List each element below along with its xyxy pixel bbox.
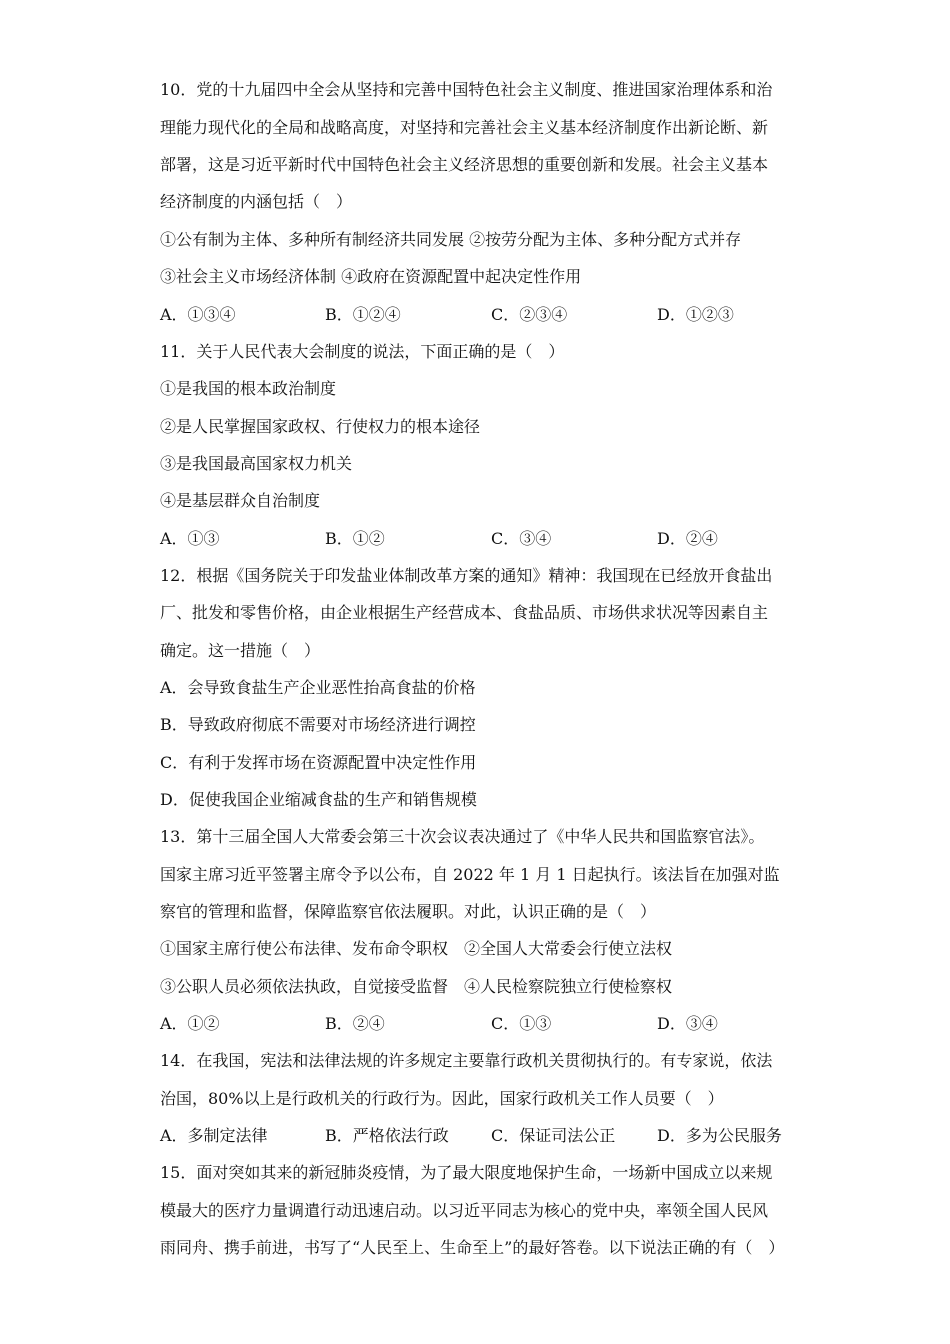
q12-option-a: A．会导致食盐生产企业恶性抬高食盐的价格: [160, 678, 476, 697]
q13-statement-1: ①国家主席行使公布法律、发布命令职权 ②全国人大常委会行使立法权: [160, 939, 673, 958]
q13-statement-2: ③公职人员必须依法执政，自觉接受监督 ④人民检察院独立行使检察权: [160, 977, 673, 996]
q12-stem-line-1: 12．根据《国务院关于印发盐业体制改革方案的通知》精神：我国现在已经放开食盐出: [160, 566, 773, 585]
q15-stem-line-2: 模最大的医疗力量调遣行动迅速启动。以习近平同志为核心的党中央，率领全国人民风: [160, 1201, 769, 1220]
q13-stem-line-2: 国家主席习近平签署主席令予以公布，自 2022 年 1 月 1 日起执行。该法旨在加强对监: [160, 865, 780, 884]
q13-option-b: B．②④: [325, 1014, 385, 1033]
q12-stem-line-2: 厂、批发和零售价格，由企业根据生产经营成本、食盐品质、市场供求状况等因素自主: [160, 603, 769, 622]
q12-option-d: D．促使我国企业缩减食盐的生产和销售规模: [160, 790, 477, 809]
q15-stem-line-1: 15．面对突如其来的新冠肺炎疫情，为了最大限度地保护生命，一场新中国成立以来规: [160, 1163, 773, 1182]
q14-stem-line-1: 14．在我国，宪法和法律法规的许多规定主要靠行政机关贯彻执行的。有专家说，依法: [160, 1051, 773, 1070]
q10-stem-line-1: 10．党的十九届四中全会从坚持和完善中国特色社会主义制度、推进国家治理体系和治: [160, 80, 773, 99]
q10-statement-1: ①公有制为主体、多种所有制经济共同发展 ②按劳分配为主体、多种分配方式并存: [160, 230, 742, 249]
q11-option-d: D．②④: [657, 529, 718, 548]
q15-stem-line-3: 雨同舟、携手前进，书写了“人民至上、生命至上”的最好答卷。以下说法正确的有（ ）: [160, 1238, 785, 1257]
q11-option-b: B．①②: [325, 529, 385, 548]
q12-stem-line-3: 确定。这一措施（ ）: [160, 641, 321, 660]
q10-option-b: B．①②④: [325, 305, 401, 324]
q13-option-c: C．①③: [491, 1014, 552, 1033]
q11-statement-1: ①是我国的根本政治制度: [160, 379, 337, 398]
q10-stem-line-2: 理能力现代化的全局和战略高度，对坚持和完善社会主义基本经济制度作出新论断、新: [160, 118, 769, 137]
q14-stem-line-2: 治国，80%以上是行政机关的行政行为。因此，国家行政机关工作人员要（ ）: [160, 1089, 724, 1108]
q12-option-b: B．导致政府彻底不需要对市场经济进行调控: [160, 715, 476, 734]
q10-option-a: A．①③④: [160, 305, 236, 324]
q14-option-d: D．多为公民服务: [657, 1126, 782, 1145]
q10-option-d: D．①②③: [657, 305, 734, 324]
q10-stem-line-4: 经济制度的内涵包括（ ）: [160, 192, 353, 211]
q11-stem-line-1: 11．关于人民代表大会制度的说法，下面正确的是（ ）: [160, 342, 565, 361]
q11-option-a: A．①③: [160, 529, 220, 548]
q14-option-b: B．严格依法行政: [325, 1126, 449, 1145]
q11-statement-2: ②是人民掌握国家政权、行使权力的根本途径: [160, 417, 481, 436]
q13-stem-line-1: 13．第十三届全国人大常委会第三十次会议表决通过了《中华人民共和国监察官法》。: [160, 827, 765, 846]
q13-stem-line-3: 察官的管理和监督，保障监察官依法履职。对此，认识正确的是（ ）: [160, 902, 657, 921]
q13-option-a: A．①②: [160, 1014, 220, 1033]
q10-option-c: C．②③④: [491, 305, 568, 324]
q11-statement-4: ④是基层群众自治制度: [160, 491, 321, 510]
q10-statement-2: ③社会主义市场经济体制 ④政府在资源配置中起决定性作用: [160, 267, 582, 286]
q13-option-d: D．③④: [657, 1014, 718, 1033]
q12-option-c: C．有利于发挥市场在资源配置中决定性作用: [160, 753, 477, 772]
q10-stem-line-3: 部署，这是习近平新时代中国特色社会主义经济思想的重要创新和发展。社会主义基本: [160, 155, 769, 174]
q14-option-c: C．保证司法公正: [491, 1126, 616, 1145]
q11-option-c: C．③④: [491, 529, 552, 548]
q14-option-a: A．多制定法律: [160, 1126, 268, 1145]
q11-statement-3: ③是我国最高国家权力机关: [160, 454, 353, 473]
